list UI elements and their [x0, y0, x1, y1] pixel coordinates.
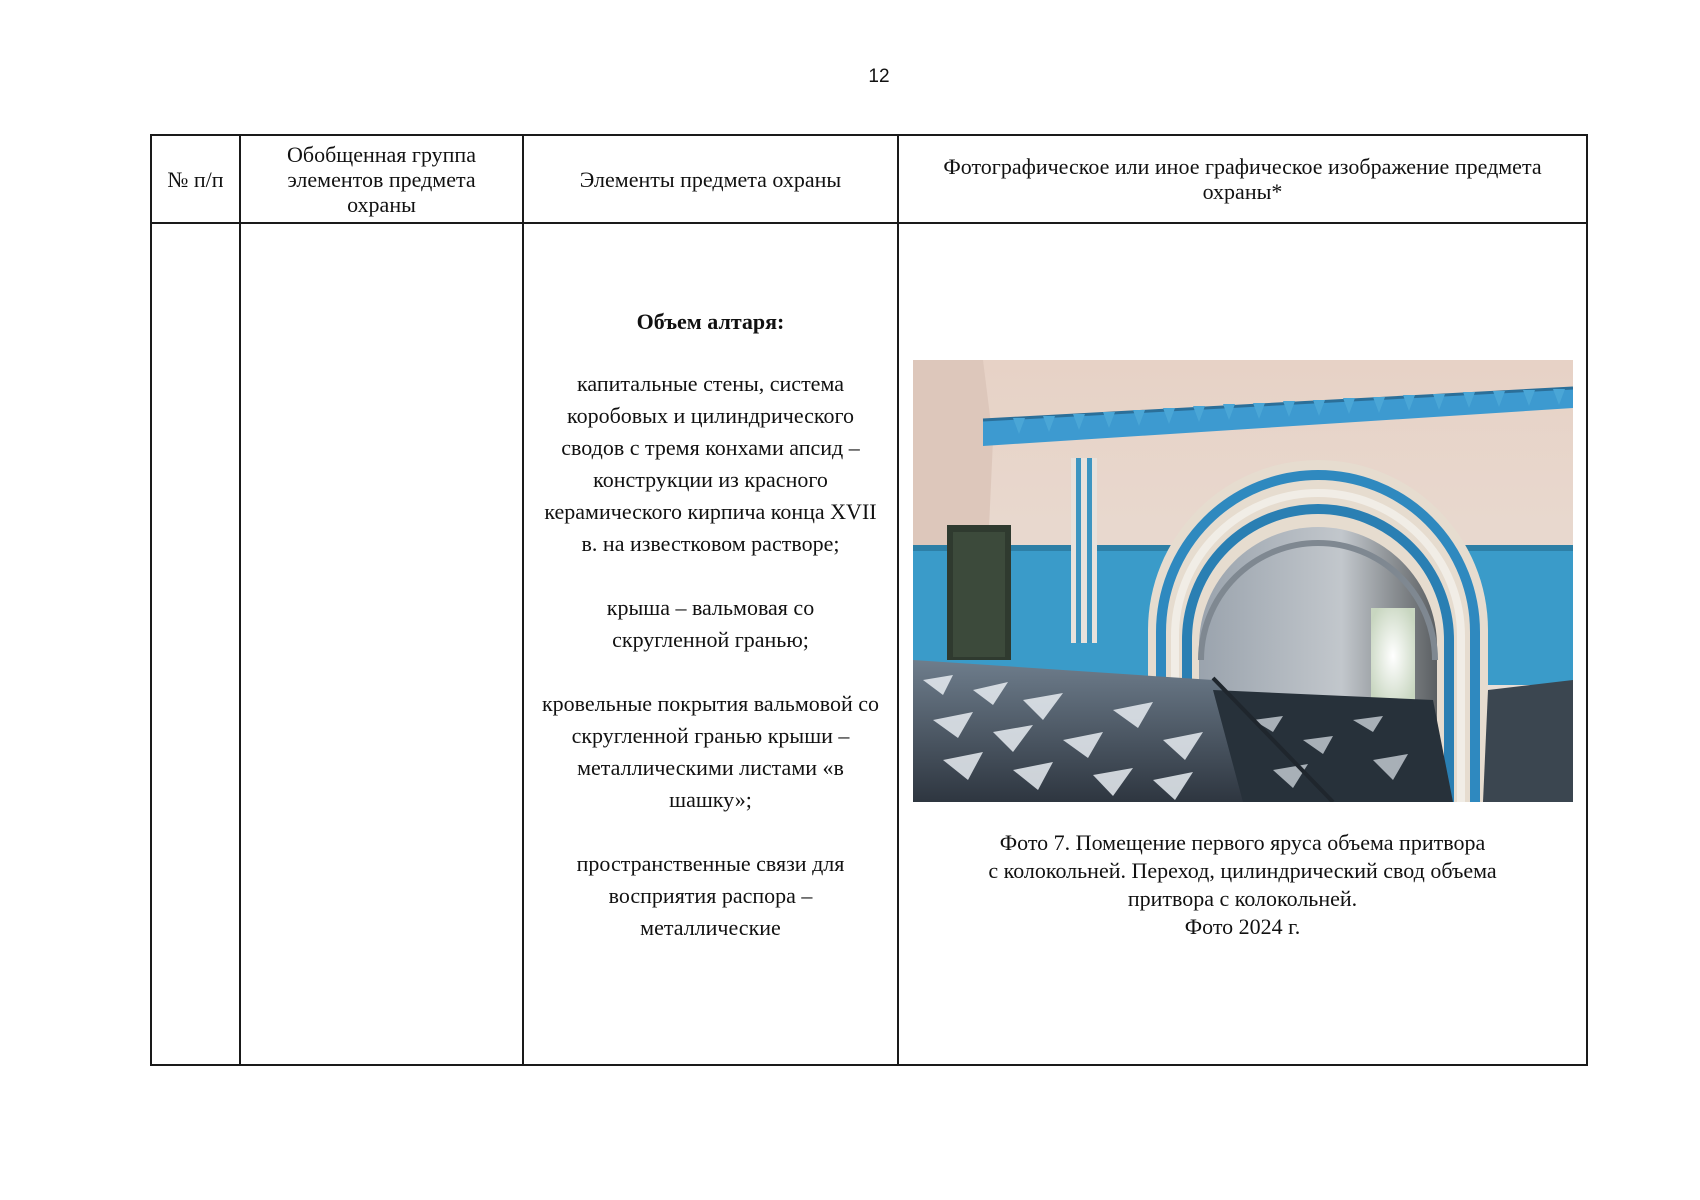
church-interior-photo [913, 360, 1573, 802]
caption-line: с колокольней. Переход, цилиндрический свод объема [988, 858, 1497, 883]
page-number: 12 [868, 66, 890, 87]
cell-group [240, 223, 523, 1065]
table-header-row [151, 135, 1587, 223]
header-group: Обобщенная группа элементов предмета охраны [240, 135, 523, 223]
table-row [151, 223, 1587, 1065]
elements-paragraph: крыша – вальмовая со скругленной гранью; [606, 595, 815, 652]
caption-line: Фото 2024 г. [1184, 914, 1301, 939]
protection-elements-table [150, 134, 1588, 1066]
caption-line: Фото 7. Помещение первого яруса объема притвора [999, 830, 1486, 855]
header-photo: Фотографическое или иное графическое изображение предмета охраны* [898, 135, 1587, 223]
elements-paragraph: кровельные покрытия вальмовой со скругленной гранью крыши – металлическими листами «в шашку»; [541, 691, 880, 812]
elements-paragraph: пространственные связи для восприятия распора – металлические [576, 851, 845, 940]
cell-number [151, 223, 240, 1065]
header-number: № п/п [151, 135, 240, 223]
header-elements: Элементы предмета охраны [523, 135, 898, 223]
caption-line: притвора с колокольней. [1127, 886, 1358, 911]
elements-text [524, 306, 897, 976]
photo-caption [899, 829, 1586, 941]
cell-photo [898, 223, 1587, 1065]
cell-elements [523, 223, 898, 1065]
elements-paragraph: капитальные стены, система коробовых и цилиндрического сводов с тремя конхами апсид – конструкции из красного керамического кирпича конца XVII в. на известковом растворе; [544, 371, 877, 556]
elements-heading: Объем алтаря: [636, 309, 785, 334]
